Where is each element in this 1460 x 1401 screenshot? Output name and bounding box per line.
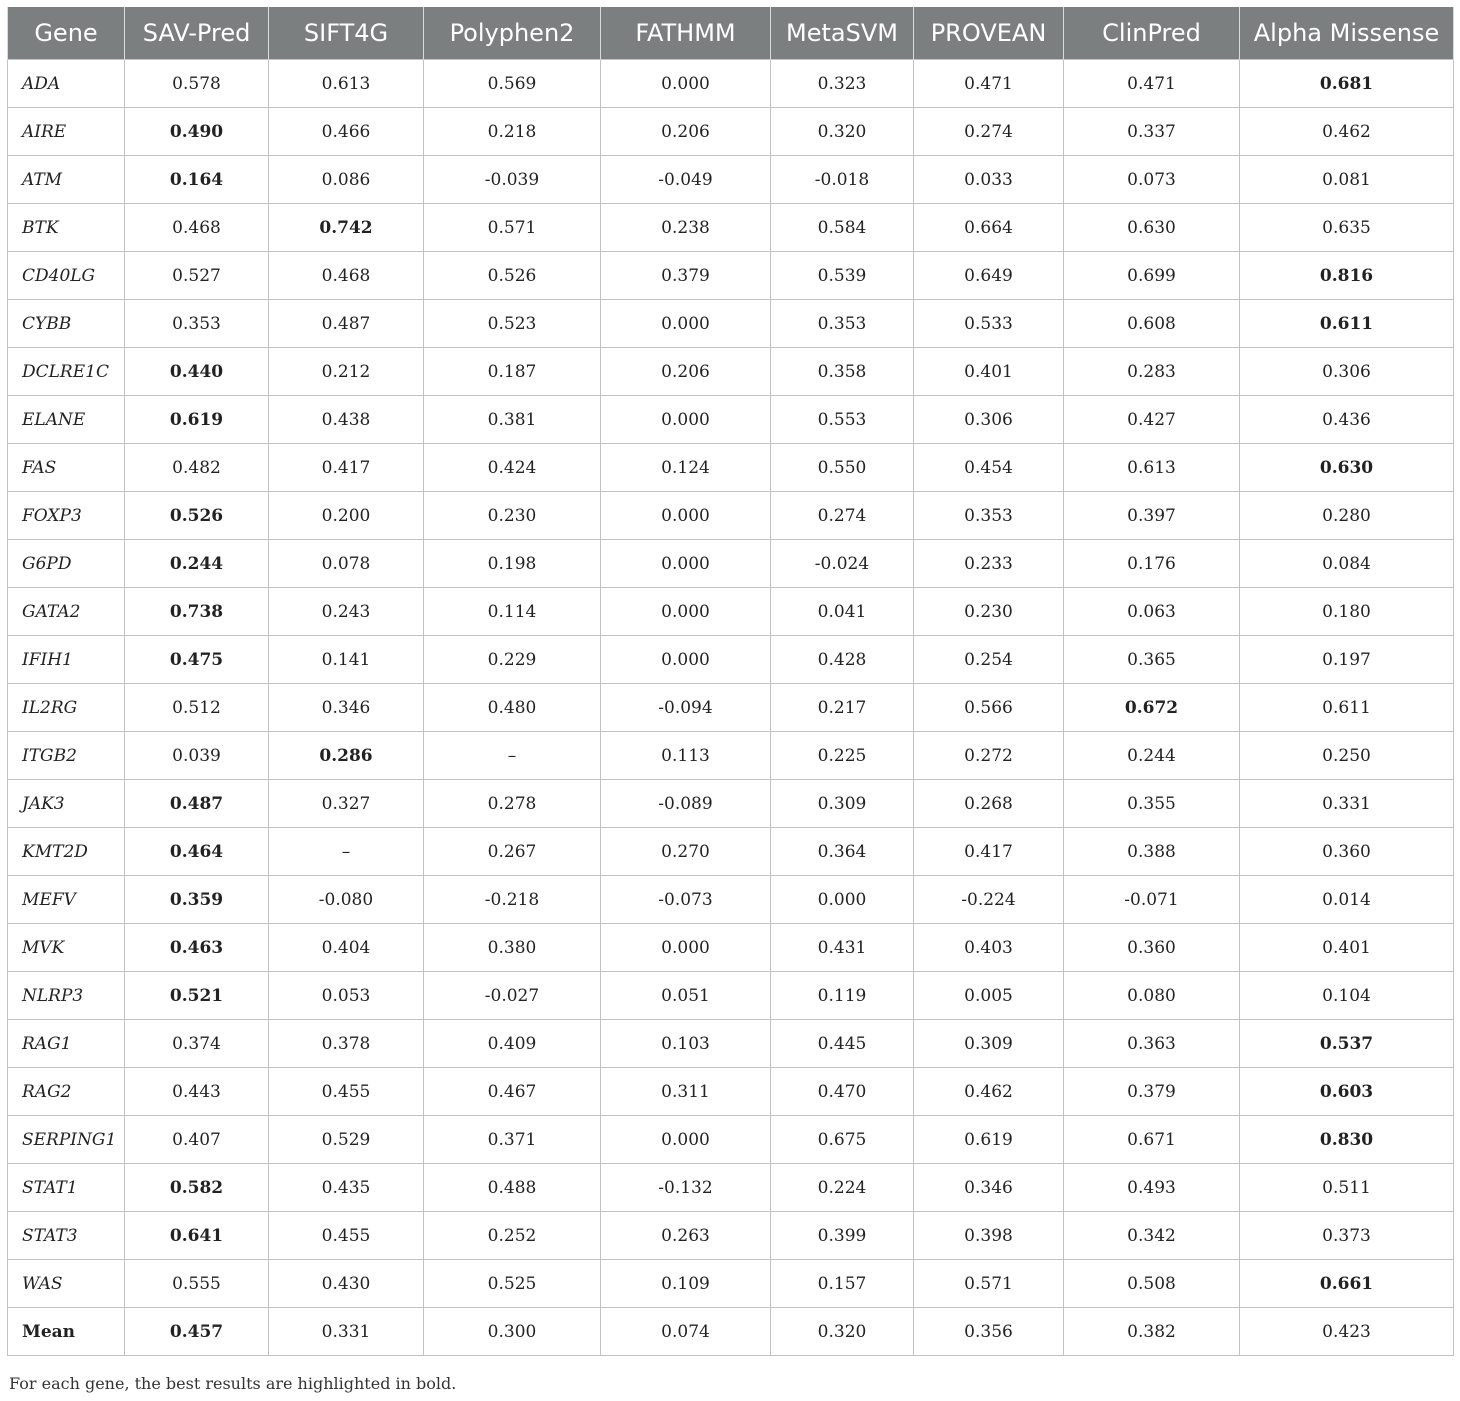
score-cell: 0.417 — [914, 828, 1064, 876]
score-cell: 0.360 — [1064, 924, 1240, 972]
score-cell: 0.278 — [424, 780, 601, 828]
score-cell: 0.353 — [125, 300, 269, 348]
score-cell: 0.471 — [1064, 60, 1240, 108]
score-cell: -0.027 — [424, 972, 601, 1020]
score-cell: 0.254 — [914, 636, 1064, 684]
score-cell: 0.000 — [601, 1116, 771, 1164]
table-row — [8, 348, 1454, 396]
score-cell: 0.224 — [771, 1164, 914, 1212]
score-cell: 0.475 — [125, 636, 269, 684]
score-cell: -0.018 — [771, 156, 914, 204]
score-cell: 0.346 — [269, 684, 424, 732]
score-cell: 0.200 — [269, 492, 424, 540]
score-cell: 0.014 — [1240, 876, 1454, 924]
score-cell: 0.463 — [125, 924, 269, 972]
score-cell: 0.355 — [1064, 780, 1240, 828]
score-cell: 0.550 — [771, 444, 914, 492]
score-cell: 0.537 — [1240, 1020, 1454, 1068]
gene-name: FAS — [8, 444, 125, 492]
score-cell: 0.243 — [269, 588, 424, 636]
gene-name: STAT3 — [8, 1212, 125, 1260]
table-row — [8, 300, 1454, 348]
score-cell: 0.360 — [1240, 828, 1454, 876]
column-header: MetaSVM — [771, 7, 914, 60]
score-cell: 0.681 — [1240, 60, 1454, 108]
score-cell: 0.436 — [1240, 396, 1454, 444]
score-cell: 0.331 — [269, 1308, 424, 1356]
score-cell: 0.267 — [424, 828, 601, 876]
footnote: For each gene, the best results are highlighted in bold. — [9, 1374, 457, 1393]
score-cell: 0.382 — [1064, 1308, 1240, 1356]
score-cell: 0.081 — [1240, 156, 1454, 204]
score-cell: 0.346 — [914, 1164, 1064, 1212]
score-cell: 0.086 — [269, 156, 424, 204]
score-cell: 0.379 — [1064, 1068, 1240, 1116]
score-cell: 0.539 — [771, 252, 914, 300]
score-cell: 0.468 — [269, 252, 424, 300]
score-cell: 0.533 — [914, 300, 1064, 348]
score-cell: 0.206 — [601, 348, 771, 396]
score-cell: 0.274 — [771, 492, 914, 540]
score-cell: 0.039 — [125, 732, 269, 780]
header-row — [8, 7, 1454, 60]
table-row — [8, 396, 1454, 444]
score-cell: 0.555 — [125, 1260, 269, 1308]
score-cell: 0.000 — [601, 924, 771, 972]
score-cell: 0.263 — [601, 1212, 771, 1260]
score-cell: 0.424 — [424, 444, 601, 492]
score-cell: 0.233 — [914, 540, 1064, 588]
score-cell: 0.113 — [601, 732, 771, 780]
gene-name: G6PD — [8, 540, 125, 588]
score-cell: 0.490 — [125, 108, 269, 156]
score-cell: 0.309 — [914, 1020, 1064, 1068]
score-cell: 0.353 — [771, 300, 914, 348]
table-row — [8, 588, 1454, 636]
score-cell: 0.440 — [125, 348, 269, 396]
score-cell: 0.323 — [771, 60, 914, 108]
score-cell: 0.306 — [1240, 348, 1454, 396]
table-row — [8, 204, 1454, 252]
table-row — [8, 972, 1454, 1020]
gene-name: MEFV — [8, 876, 125, 924]
gene-name: ITGB2 — [8, 732, 125, 780]
score-cell: 0.455 — [269, 1212, 424, 1260]
score-cell: 0.487 — [125, 780, 269, 828]
score-cell: – — [424, 732, 601, 780]
score-cell: 0.373 — [1240, 1212, 1454, 1260]
table-row — [8, 1116, 1454, 1164]
score-cell: 0.566 — [914, 684, 1064, 732]
score-cell: 0.114 — [424, 588, 601, 636]
table-row — [8, 1164, 1454, 1212]
score-cell: 0.180 — [1240, 588, 1454, 636]
score-cell: 0.363 — [1064, 1020, 1240, 1068]
score-cell: 0.619 — [914, 1116, 1064, 1164]
table-header — [8, 7, 1454, 60]
score-cell: 0.218 — [424, 108, 601, 156]
score-cell: 0.571 — [424, 204, 601, 252]
score-cell: -0.089 — [601, 780, 771, 828]
score-cell: 0.816 — [1240, 252, 1454, 300]
score-cell: 0.212 — [269, 348, 424, 396]
column-header: PROVEAN — [914, 7, 1064, 60]
gene-name: BTK — [8, 204, 125, 252]
score-cell: 0.613 — [1064, 444, 1240, 492]
score-cell: 0.198 — [424, 540, 601, 588]
score-cell: 0.470 — [771, 1068, 914, 1116]
table-row — [8, 828, 1454, 876]
score-cell: 0.268 — [914, 780, 1064, 828]
score-cell: 0.033 — [914, 156, 1064, 204]
gene-name: MVK — [8, 924, 125, 972]
score-cell: 0.230 — [914, 588, 1064, 636]
score-cell: 0.523 — [424, 300, 601, 348]
score-cell: 0.041 — [771, 588, 914, 636]
score-cell: 0.672 — [1064, 684, 1240, 732]
score-cell: -0.049 — [601, 156, 771, 204]
score-cell: 0.404 — [269, 924, 424, 972]
score-cell: 0.407 — [125, 1116, 269, 1164]
score-cell: 0.337 — [1064, 108, 1240, 156]
score-cell: 0.225 — [771, 732, 914, 780]
score-cell: 0.471 — [914, 60, 1064, 108]
gene-name: NLRP3 — [8, 972, 125, 1020]
score-cell: 0.488 — [424, 1164, 601, 1212]
score-cell: 0.454 — [914, 444, 1064, 492]
score-cell: -0.080 — [269, 876, 424, 924]
score-cell: -0.073 — [601, 876, 771, 924]
score-cell: 0.428 — [771, 636, 914, 684]
score-cell: 0.578 — [125, 60, 269, 108]
score-cell: 0.417 — [269, 444, 424, 492]
gene-name: CD40LG — [8, 252, 125, 300]
score-cell: – — [269, 828, 424, 876]
score-cell: 0.508 — [1064, 1260, 1240, 1308]
score-cell: 0.466 — [269, 108, 424, 156]
score-cell: 0.000 — [601, 492, 771, 540]
score-cell: 0.364 — [771, 828, 914, 876]
table-row — [8, 684, 1454, 732]
score-cell: 0.080 — [1064, 972, 1240, 1020]
score-cell: 0.230 — [424, 492, 601, 540]
column-header: Alpha Missense — [1240, 7, 1454, 60]
gene-name: SERPING1 — [8, 1116, 125, 1164]
score-cell: 0.487 — [269, 300, 424, 348]
score-cell: 0.649 — [914, 252, 1064, 300]
score-cell: 0.603 — [1240, 1068, 1454, 1116]
score-cell: 0.053 — [269, 972, 424, 1020]
score-cell: 0.480 — [424, 684, 601, 732]
score-cell: -0.071 — [1064, 876, 1240, 924]
score-cell: 0.430 — [269, 1260, 424, 1308]
score-cell: 0.457 — [125, 1308, 269, 1356]
score-cell: 0.365 — [1064, 636, 1240, 684]
score-cell: 0.000 — [601, 540, 771, 588]
score-cell: 0.467 — [424, 1068, 601, 1116]
score-cell: 0.197 — [1240, 636, 1454, 684]
score-cell: 0.359 — [125, 876, 269, 924]
score-cell: 0.435 — [269, 1164, 424, 1212]
score-cell: 0.320 — [771, 108, 914, 156]
score-cell: 0.661 — [1240, 1260, 1454, 1308]
score-cell: 0.109 — [601, 1260, 771, 1308]
score-cell: 0.619 — [125, 396, 269, 444]
gene-name: IL2RG — [8, 684, 125, 732]
score-cell: 0.244 — [1064, 732, 1240, 780]
score-cell: 0.103 — [601, 1020, 771, 1068]
score-cell: 0.526 — [424, 252, 601, 300]
mean-label: Mean — [8, 1308, 125, 1356]
score-cell: 0.270 — [601, 828, 771, 876]
score-cell: 0.250 — [1240, 732, 1454, 780]
gene-name: RAG2 — [8, 1068, 125, 1116]
score-cell: 0.119 — [771, 972, 914, 1020]
score-cell: 0.327 — [269, 780, 424, 828]
score-cell: 0.462 — [1240, 108, 1454, 156]
score-cell: 0.272 — [914, 732, 1064, 780]
score-cell: 0.482 — [125, 444, 269, 492]
score-cell: 0.635 — [1240, 204, 1454, 252]
score-cell: 0.468 — [125, 204, 269, 252]
score-cell: 0.388 — [1064, 828, 1240, 876]
score-cell: 0.229 — [424, 636, 601, 684]
score-cell: 0.379 — [601, 252, 771, 300]
table-row — [8, 876, 1454, 924]
table-row — [8, 60, 1454, 108]
score-cell: 0.521 — [125, 972, 269, 1020]
mean-row — [8, 1308, 1454, 1356]
score-cell: 0.431 — [771, 924, 914, 972]
score-cell: 0.401 — [1240, 924, 1454, 972]
score-cell: 0.511 — [1240, 1164, 1454, 1212]
score-cell: -0.132 — [601, 1164, 771, 1212]
score-cell: 0.274 — [914, 108, 1064, 156]
score-cell: 0.238 — [601, 204, 771, 252]
score-cell: 0.311 — [601, 1068, 771, 1116]
score-cell: 0.217 — [771, 684, 914, 732]
table-row — [8, 540, 1454, 588]
score-cell: 0.378 — [269, 1020, 424, 1068]
score-cell: 0.371 — [424, 1116, 601, 1164]
score-cell: 0.141 — [269, 636, 424, 684]
table-row — [8, 156, 1454, 204]
gene-name: ELANE — [8, 396, 125, 444]
table-row — [8, 1020, 1454, 1068]
score-cell: 0.187 — [424, 348, 601, 396]
score-cell: 0.398 — [914, 1212, 1064, 1260]
score-cell: 0.675 — [771, 1116, 914, 1164]
score-cell: 0.124 — [601, 444, 771, 492]
score-cell: 0.399 — [771, 1212, 914, 1260]
column-header: Polyphen2 — [424, 7, 601, 60]
gene-name: AIRE — [8, 108, 125, 156]
table-body — [8, 60, 1454, 1356]
score-cell: 0.427 — [1064, 396, 1240, 444]
score-cell: 0.331 — [1240, 780, 1454, 828]
score-cell: 0.164 — [125, 156, 269, 204]
score-cell: 0.571 — [914, 1260, 1064, 1308]
score-cell: 0.526 — [125, 492, 269, 540]
score-cell: 0.443 — [125, 1068, 269, 1116]
column-header: SIFT4G — [269, 7, 424, 60]
score-cell: 0.630 — [1064, 204, 1240, 252]
score-cell: 0.252 — [424, 1212, 601, 1260]
score-cell: 0.409 — [424, 1020, 601, 1068]
score-cell: 0.401 — [914, 348, 1064, 396]
score-cell: 0.244 — [125, 540, 269, 588]
table-row — [8, 780, 1454, 828]
score-cell: 0.830 — [1240, 1116, 1454, 1164]
column-header: SAV-Pred — [125, 7, 269, 60]
score-cell: 0.000 — [601, 396, 771, 444]
gene-name: FOXP3 — [8, 492, 125, 540]
gene-name: DCLRE1C — [8, 348, 125, 396]
score-cell: 0.374 — [125, 1020, 269, 1068]
score-cell: 0.005 — [914, 972, 1064, 1020]
score-cell: 0.073 — [1064, 156, 1240, 204]
score-cell: 0.525 — [424, 1260, 601, 1308]
table-container — [7, 7, 1453, 1356]
score-cell: 0.527 — [125, 252, 269, 300]
score-cell: 0.381 — [424, 396, 601, 444]
score-cell: 0.569 — [424, 60, 601, 108]
gene-name: ADA — [8, 60, 125, 108]
score-cell: 0.000 — [601, 300, 771, 348]
score-cell: 0.286 — [269, 732, 424, 780]
score-cell: 0.699 — [1064, 252, 1240, 300]
score-cell: 0.455 — [269, 1068, 424, 1116]
score-cell: 0.084 — [1240, 540, 1454, 588]
score-cell: 0.630 — [1240, 444, 1454, 492]
gene-name: STAT1 — [8, 1164, 125, 1212]
score-cell: 0.000 — [601, 636, 771, 684]
column-header: Gene — [8, 7, 125, 60]
gene-name: GATA2 — [8, 588, 125, 636]
table-row — [8, 1260, 1454, 1308]
gene-name: WAS — [8, 1260, 125, 1308]
score-cell: 0.462 — [914, 1068, 1064, 1116]
score-cell: 0.280 — [1240, 492, 1454, 540]
score-cell: -0.039 — [424, 156, 601, 204]
score-cell: -0.218 — [424, 876, 601, 924]
table-row — [8, 732, 1454, 780]
gene-name: RAG1 — [8, 1020, 125, 1068]
gene-name: CYBB — [8, 300, 125, 348]
score-cell: 0.664 — [914, 204, 1064, 252]
score-cell: 0.608 — [1064, 300, 1240, 348]
score-cell: 0.356 — [914, 1308, 1064, 1356]
score-cell: 0.613 — [269, 60, 424, 108]
score-cell: 0.283 — [1064, 348, 1240, 396]
score-cell: 0.611 — [1240, 300, 1454, 348]
score-cell: 0.611 — [1240, 684, 1454, 732]
gene-name: JAK3 — [8, 780, 125, 828]
table-row — [8, 1068, 1454, 1116]
score-cell: 0.742 — [269, 204, 424, 252]
score-cell: 0.306 — [914, 396, 1064, 444]
score-cell: -0.094 — [601, 684, 771, 732]
table-row — [8, 108, 1454, 156]
score-cell: -0.224 — [914, 876, 1064, 924]
table-row — [8, 444, 1454, 492]
score-cell: 0.738 — [125, 588, 269, 636]
score-cell: 0.320 — [771, 1308, 914, 1356]
table-row — [8, 924, 1454, 972]
score-cell: 0.078 — [269, 540, 424, 588]
table-row — [8, 1212, 1454, 1260]
score-cell: 0.051 — [601, 972, 771, 1020]
score-cell: 0.176 — [1064, 540, 1240, 588]
table-row — [8, 252, 1454, 300]
score-cell: 0.063 — [1064, 588, 1240, 636]
score-cell: 0.438 — [269, 396, 424, 444]
score-cell: 0.353 — [914, 492, 1064, 540]
score-cell: 0.342 — [1064, 1212, 1240, 1260]
table-row — [8, 636, 1454, 684]
results-table — [7, 7, 1454, 1356]
score-cell: 0.445 — [771, 1020, 914, 1068]
score-cell: 0.397 — [1064, 492, 1240, 540]
gene-name: ATM — [8, 156, 125, 204]
score-cell: 0.000 — [771, 876, 914, 924]
score-cell: 0.104 — [1240, 972, 1454, 1020]
score-cell: 0.584 — [771, 204, 914, 252]
score-cell: 0.000 — [601, 588, 771, 636]
table-row — [8, 492, 1454, 540]
score-cell: 0.309 — [771, 780, 914, 828]
score-cell: 0.000 — [601, 60, 771, 108]
score-cell: 0.582 — [125, 1164, 269, 1212]
score-cell: 0.423 — [1240, 1308, 1454, 1356]
score-cell: 0.403 — [914, 924, 1064, 972]
score-cell: 0.380 — [424, 924, 601, 972]
score-cell: 0.493 — [1064, 1164, 1240, 1212]
score-cell: 0.074 — [601, 1308, 771, 1356]
score-cell: -0.024 — [771, 540, 914, 588]
gene-name: IFIH1 — [8, 636, 125, 684]
score-cell: 0.157 — [771, 1260, 914, 1308]
score-cell: 0.358 — [771, 348, 914, 396]
score-cell: 0.671 — [1064, 1116, 1240, 1164]
score-cell: 0.300 — [424, 1308, 601, 1356]
column-header: ClinPred — [1064, 7, 1240, 60]
score-cell: 0.464 — [125, 828, 269, 876]
gene-name: KMT2D — [8, 828, 125, 876]
score-cell: 0.206 — [601, 108, 771, 156]
score-cell: 0.553 — [771, 396, 914, 444]
score-cell: 0.529 — [269, 1116, 424, 1164]
score-cell: 0.641 — [125, 1212, 269, 1260]
score-cell: 0.512 — [125, 684, 269, 732]
column-header: FATHMM — [601, 7, 771, 60]
